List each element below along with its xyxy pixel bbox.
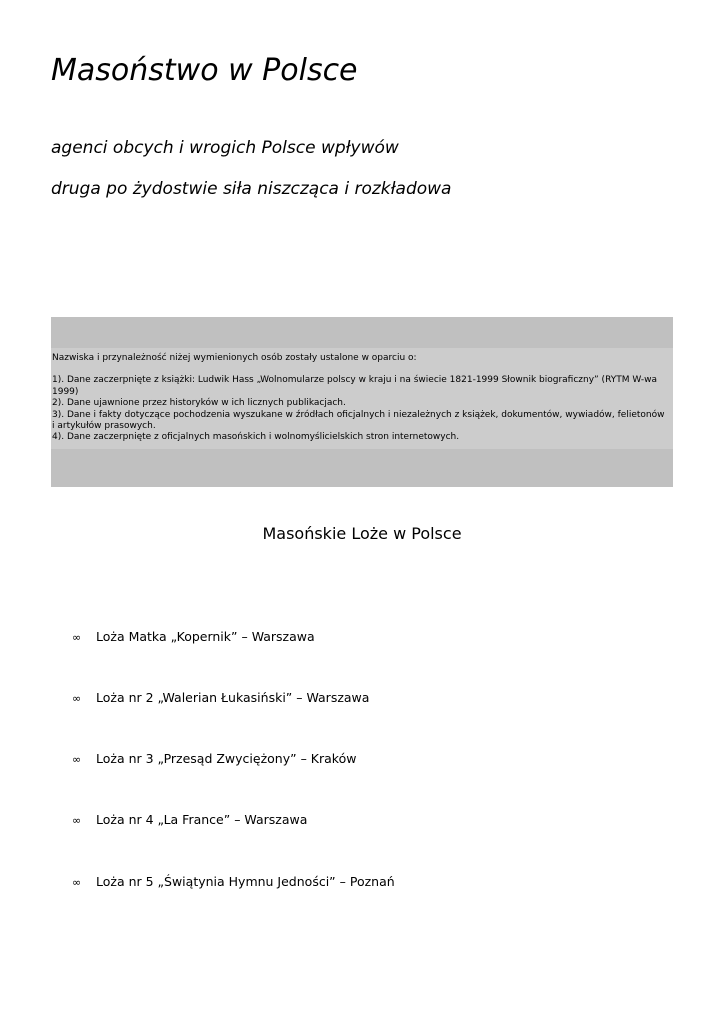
sources-intro: Nazwiska i przynależność niżej wymienionych osób zostały ustalone w oparciu o: [52,353,417,363]
lodge-label: Loża nr 3 „Przesąd Zwyciężony” – Kraków [96,751,357,766]
infinity-bullet-icon: ∞ [72,631,82,644]
list-item [72,750,356,769]
source-item-1: 1). Dane zaczerpnięte z książki: Ludwik Hass „Wolnomularze polscy w kraju i na świecie 1821-1999 Słownik biograficzny” (RYTM W-wa 1999) [52,375,658,397]
document-subtitle-1: agenci obcych i wrogich Polsce wpływów [51,138,399,158]
source-item-2: 2). Dane ujawnione przez historyków w ich licznych publikacjach. [52,398,346,409]
source-item-3: 3). Dane i fakty dotyczące pochodzenia wyszukane w źródłach oficjalnych i niezależnych z książek, dokumentów, wywiadów, felietonów i artykułów prasowych. [52,409,665,432]
list-item [72,628,315,647]
document-title: Masoństwo w Polsce [51,53,358,88]
infinity-bullet-icon: ∞ [72,753,82,766]
section-heading: Masońskie Loże w Polsce [262,524,462,543]
sources-box [51,317,673,487]
lodge-label: Loża nr 5 „Świątynia Hymnu Jedności” – Poznań [96,874,395,889]
list-item [72,811,307,830]
lodge-label: Loża nr 2 „Walerian Łukasiński” – Warszawa [96,690,370,705]
infinity-bullet-icon: ∞ [72,814,82,827]
source-item-4: 4). Dane zaczerpnięte z oficjalnych masońskich i wolnomyślicielskich stron internetowych. [52,432,460,443]
sources-panel [51,348,673,449]
infinity-bullet-icon: ∞ [72,876,82,889]
lodge-label: Loża Matka „Kopernik” – Warszawa [96,629,315,644]
list-item [72,689,369,708]
sources-text [51,348,673,444]
lodge-label: Loża nr 4 „La France” – Warszawa [96,812,308,827]
list-item [72,873,395,892]
document-subtitle-2: druga po żydostwie siła niszcząca i rozkładowa [51,179,452,199]
infinity-bullet-icon: ∞ [72,692,82,705]
